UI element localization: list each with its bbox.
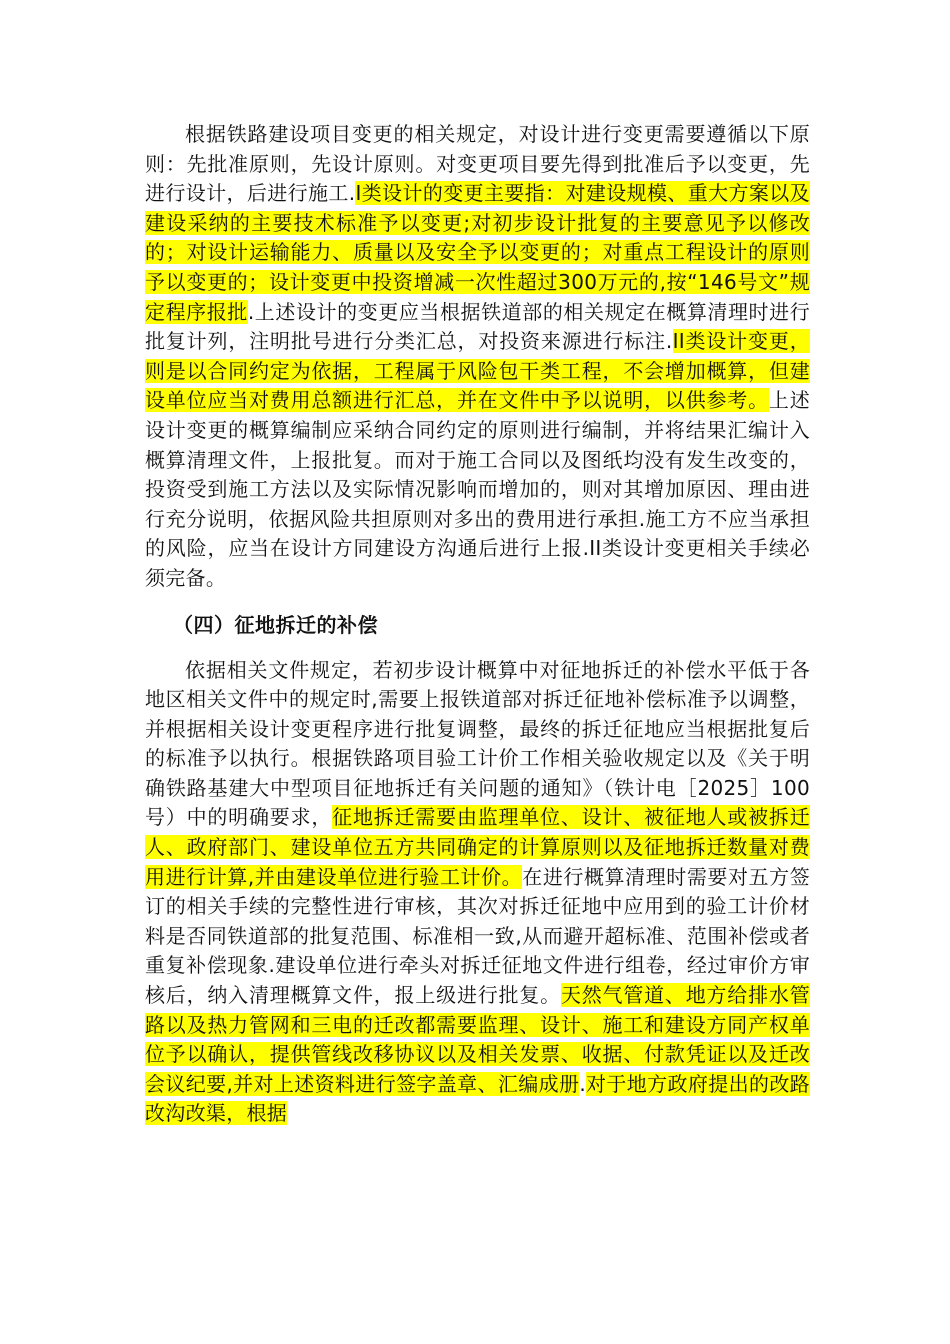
- highlighted-text: 对于地方政府提出的改路改沟改渠，根据: [145, 1071, 810, 1126]
- text-run: .: [579, 1071, 586, 1096]
- section-heading: （四）征地拆迁的补偿: [173, 612, 378, 637]
- paragraph-land-compensation: [145, 656, 810, 1130]
- highlighted-text: I类设计的变更主要指：对建设规模、重大方案以及建设采纳的主要技术标准予以变更;对初步设计批复的主要意见予以修改的；对设计运输能力、质量以及安全予以变更的；对重点工程设计的原则予以变更的；设计变更中投资增减一次性超过300万元的,按“146号文”规定程序报批: [145, 181, 810, 324]
- highlighted-text: 征地拆迁需要由监理单位、设计、被征地人或被拆迁人、政府部门、建设单位五方共同确定的计算原则以及征地拆迁数量对费用进行计算,并由建设单位进行验工计价。: [145, 805, 810, 889]
- text-run: 依据相关文件规定，若初步设计概算中对征地拆迁的补偿水平低于各地区相关文件中的规定时,需要上报铁道部对拆迁征地补偿标准予以调整，并根据相关设计变更程序进行批复调整，最终的拆迁征地应当根据批复后的标准予以执行。根据铁路项目验工计价工作相关验收规定以及《关于明确铁路基建大中型项目征地拆迁有关问题的通知》（铁计电［2025］100号）中的明确要求，: [145, 657, 810, 830]
- text-run: .上述设计的变更应当根据铁道部的相关规定在概算清理时进行批复计列，注明批号进行分类汇总，对投资来源进行标注.: [145, 299, 811, 354]
- highlighted-text: II类设计变更，则是以合同约定为依据，工程属于风险包干类工程，不会增加概算，但建设单位应当对费用总额进行汇总，并在文件中予以说明，以供参考。: [145, 329, 810, 413]
- highlighted-text: 天然气管道、地方给排水管路以及热力管网和三电的迁改都需要监理、设计、施工和建设方同产权单位予以确认，提供管线改移协议以及相关发票、收据、付款凭证以及迁改会议纪要,并对上述资料进行签字盖章、汇编成册: [145, 983, 810, 1096]
- text-run: 在进行概算清理时需要对五方签订的相关手续的完整性进行审核，其次对拆迁征地中应用到的验工计价材料是否同铁道部的批复范围、标准相一致,从而避开超标准、范围补偿或者重复补偿现象.建设单位进行牵头对拆迁征地文件进行组卷，经过审价方审核后，纳入清理概算文件，报上级进行批复。: [145, 864, 810, 1008]
- paragraph-design-change: [145, 120, 810, 594]
- text-run: 根据铁路建设项目变更的相关规定，对设计进行变更需要遵循以下原则：先批准原则，先设计原则。对变更项目要先得到批准后予以变更，先进行设计，后进行施工.: [145, 122, 810, 206]
- text-run: 上述设计变更的概算编制应采纳合同约定的原则进行编制，并将结果汇编计入概算清理文件，上报批复。而对于施工合同以及图纸均没有发生改变的，投资受到施工方法以及实际情况影响而增加的，则对其增加原因、理由进行充分说明，依据风险共担原则对多出的费用进行承担.施工方不应当承担的风险，应当在设计方同建设方沟通后进行上报.II类设计变更相关手续必须完备。: [145, 388, 811, 590]
- document-page: [145, 120, 810, 1129]
